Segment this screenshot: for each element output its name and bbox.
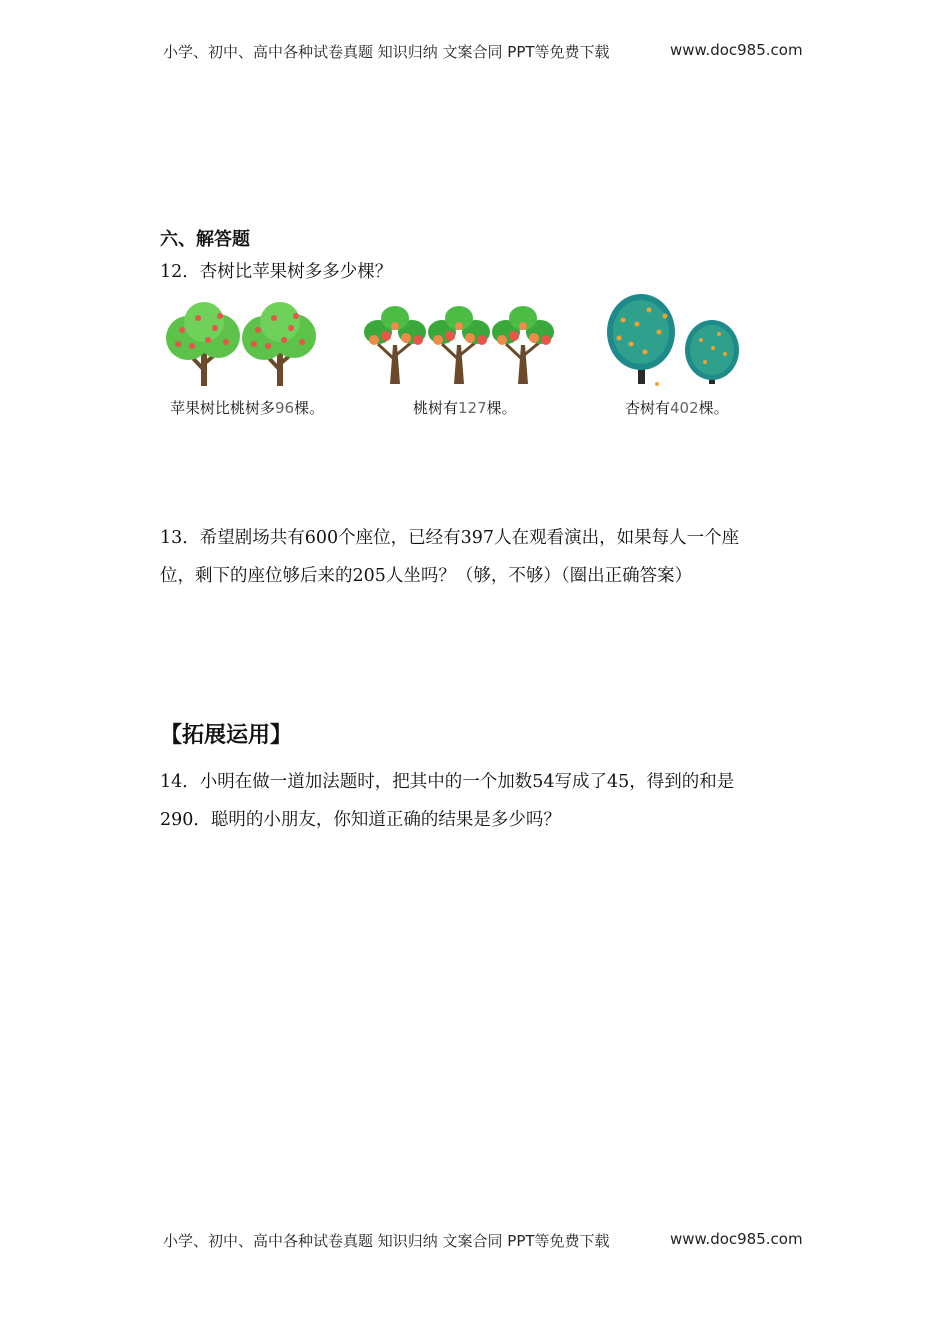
question-14-line1: 14．小明在做一道加法题时，把其中的一个加数54写成了45，得到的和是 (160, 772, 735, 792)
section-title: 六、解答题 (160, 229, 250, 250)
footer-text: 小学、初中、高中各种试卷真题 知识归纳 文案合同 PPT等免费下载 (163, 1232, 610, 1250)
footer-url[interactable]: www.doc985.com (670, 1230, 803, 1248)
peach-trees-figure (360, 300, 565, 420)
question-14-line2: 290．聪明的小朋友，你知道正确的结果是多少吗？ (160, 810, 561, 830)
question-13-line2: 位，剩下的座位够后来的205人坐吗？（够，不够）（圈出正确答案） (160, 566, 693, 586)
header-text: 小学、初中、高中各种试卷真题 知识归纳 文案合同 PPT等免费下载 (163, 43, 610, 61)
header-url[interactable]: www.doc985.com (670, 41, 803, 59)
apricot-caption: 杏树有402棵。 (625, 399, 729, 417)
question-14 (160, 763, 800, 839)
apple-caption: 苹果树比桃树多96棵。 (170, 399, 325, 417)
peach-caption: 桃树有127棵。 (413, 399, 517, 417)
apricot-trees-icon (605, 292, 755, 390)
apple-trees-figure (160, 300, 335, 420)
apple-trees-icon (160, 300, 335, 390)
question-13 (160, 519, 800, 595)
question-12: 12．杏树比苹果树多多少棵？ (160, 262, 393, 282)
peach-trees-icon (360, 300, 565, 390)
question-13-line1: 13．希望剧场共有600个座位，已经有397人在观看演出，如果每人一个座 (160, 528, 740, 548)
extension-title: 【拓展运用】 (160, 723, 293, 748)
apricot-trees-figure (605, 292, 755, 420)
